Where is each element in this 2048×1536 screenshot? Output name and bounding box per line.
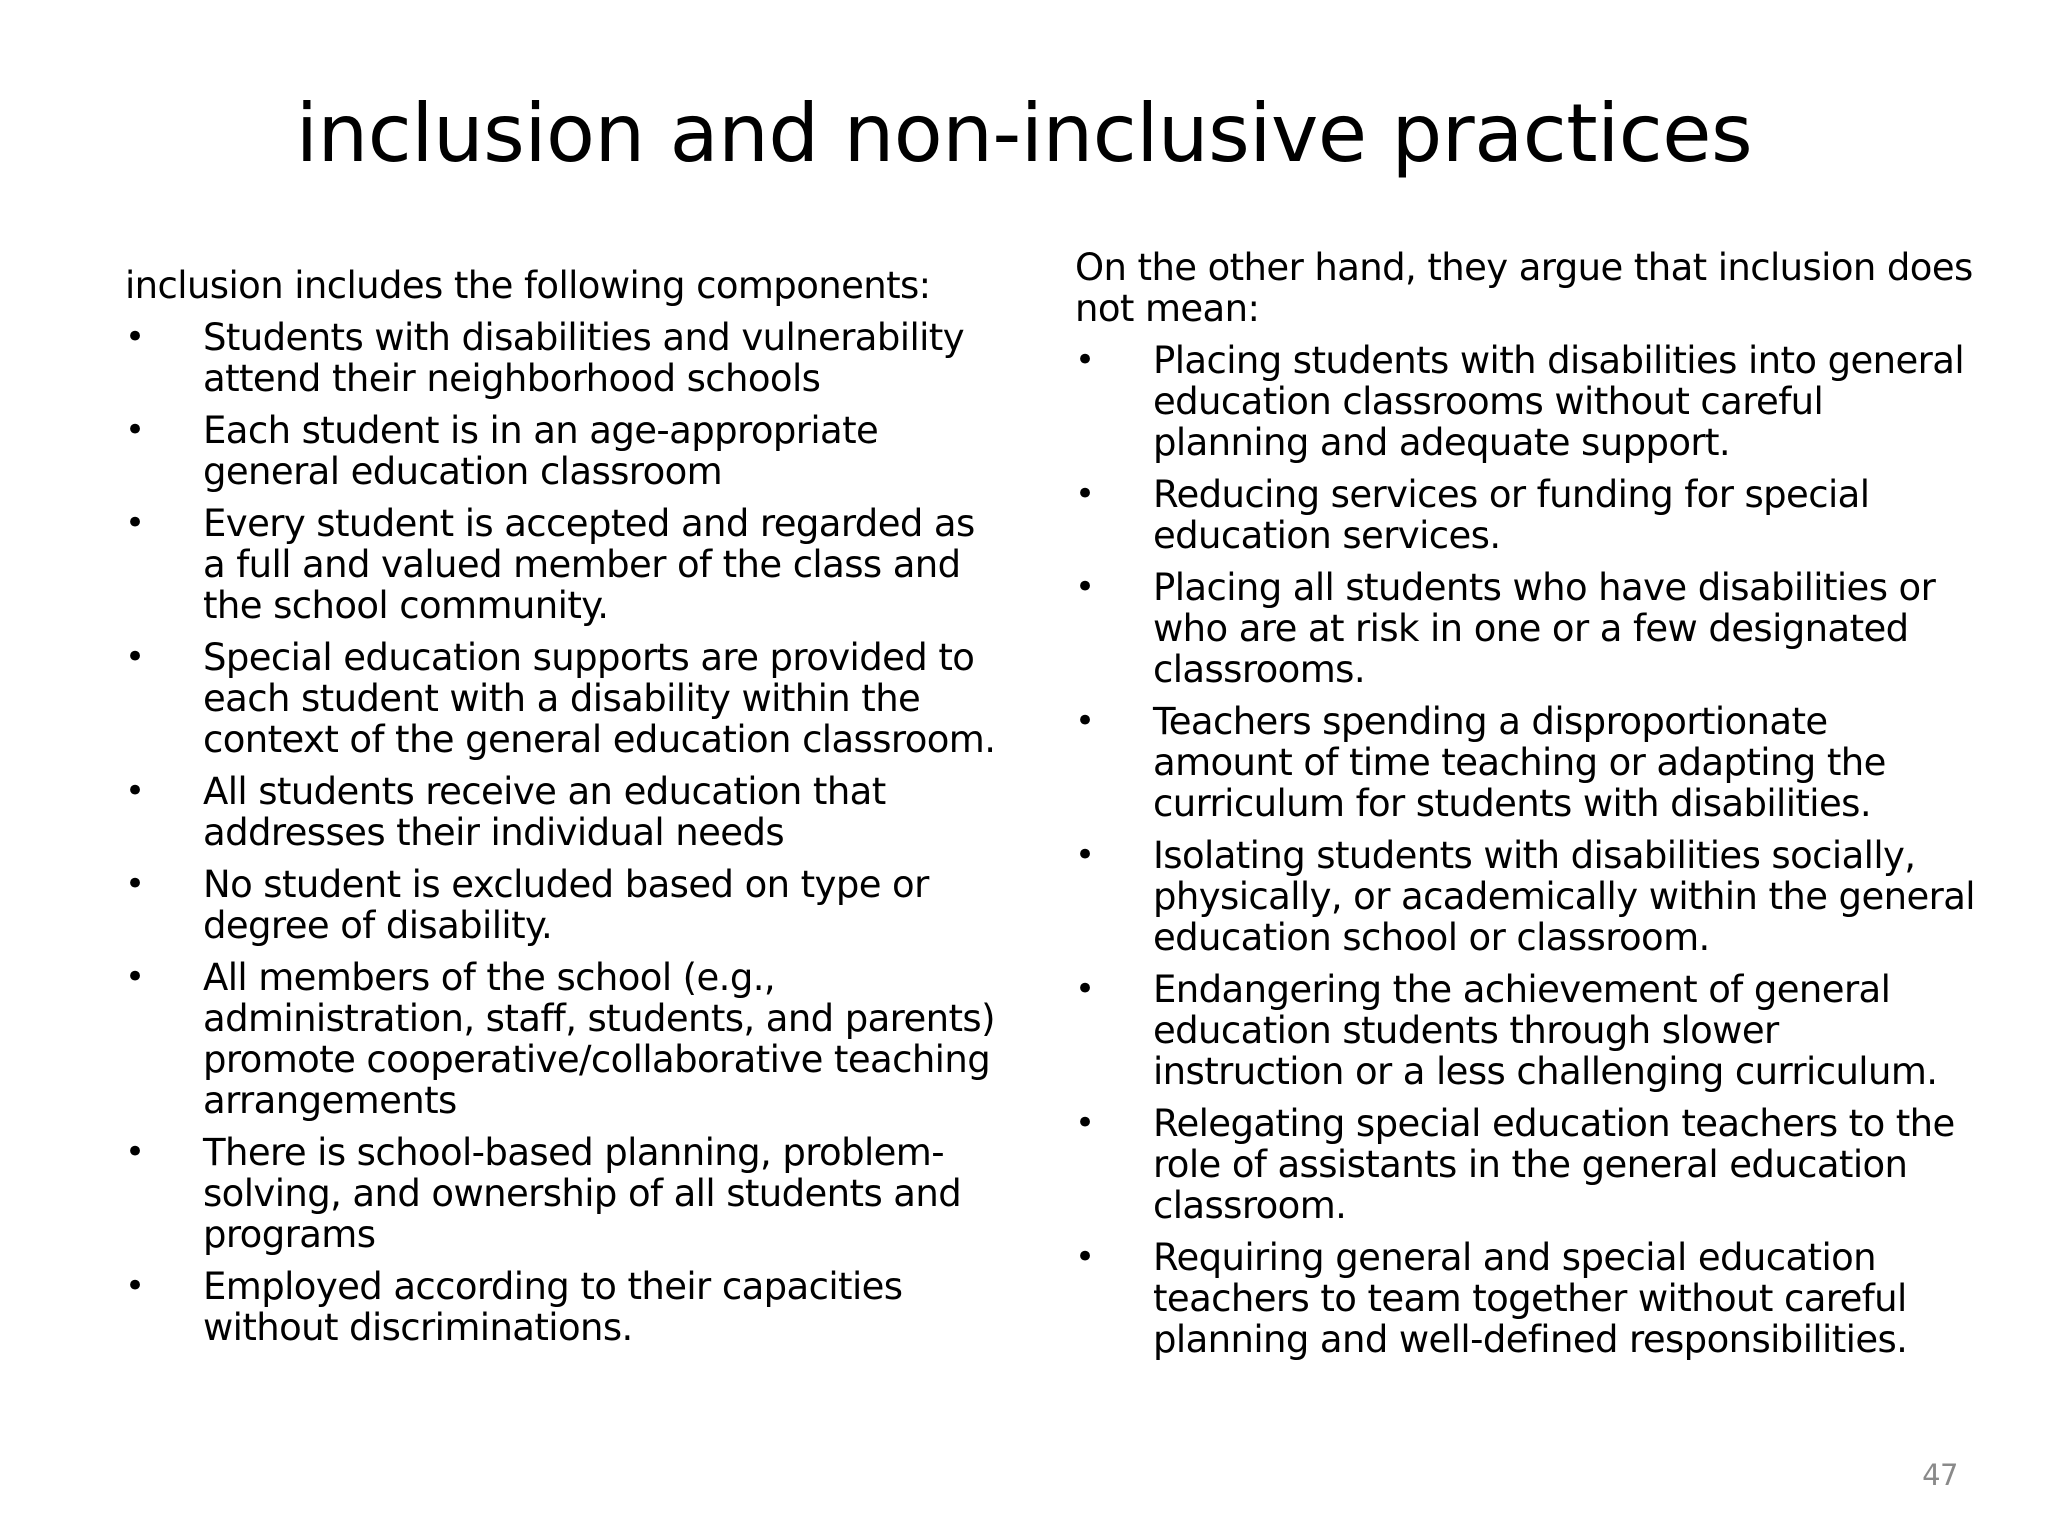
list-item-text: There is school-based planning, problem-solving, and ownership of all students and programs [203,1131,962,1256]
page-number: 47 [1922,1458,1958,1492]
list-item [1075,835,1975,958]
list-item-text: Placing students with disabilities into general education classrooms without careful planning and adequate support. [1153,339,1965,464]
bullet-icon: • [1075,340,1095,380]
list-item-text: Isolating students with disabilities socially, physically, or academically within the general education school or classroom. [1153,834,1975,959]
list-item [125,317,1005,399]
list-item-text: Relegating special education teachers to the role of assistants in the general education classroom. [1153,1102,1955,1227]
bullet-icon: • [125,864,145,904]
slide-title: inclusion and non-inclusive practices [295,87,1753,180]
bullet-icon: • [1075,567,1095,607]
list-item-text: All members of the school (e.g., administration, staff, students, and parents) promote cooperative/collaborative teaching arrangements [203,956,995,1122]
left-column-intro: inclusion includes the following components: [125,264,931,307]
list-item [125,864,1005,946]
list-item [1075,1103,1975,1226]
bullet-icon: • [125,503,145,543]
bullet-icon: • [125,637,145,677]
list-item [1075,340,1975,463]
right-column-intro: On the other hand, they argue that inclusion does not mean: [1075,246,1973,330]
bullet-icon: • [1075,701,1095,741]
list-item [125,410,1005,492]
right-bullet-list [1075,340,1975,1360]
list-item [125,771,1005,853]
bullet-icon: • [125,1266,145,1306]
list-item [125,1266,1005,1348]
list-item [1075,1237,1975,1360]
list-item [125,1132,1005,1255]
list-item [125,637,1005,760]
list-item-text: Employed according to their capacities without discriminations. [203,1265,903,1349]
right-column [1075,247,1975,1371]
list-item-text: Students with disabilities and vulnerability attend their neighborhood schools [203,316,965,400]
list-item-text: Placing all students who have disabilities or who are at risk in one or a few designated classrooms. [1153,566,1936,691]
list-item-text: Endangering the achievement of general education students through slower instruction or a less challenging curriculum. [1153,968,1938,1093]
list-item [1075,474,1975,556]
left-bullet-list [125,317,1005,1348]
list-item-text: All students receive an education that addresses their individual needs [203,770,886,854]
left-column [125,265,1005,1359]
bullet-icon: • [125,317,145,357]
list-item-text: Special education supports are provided to each student with a disability within the context of the general education classroom. [203,636,996,761]
bullet-icon: • [125,410,145,450]
bullet-icon: • [1075,474,1095,514]
list-item [1075,567,1975,690]
bullet-icon: • [125,771,145,811]
bullet-icon: • [1075,969,1095,1009]
bullet-icon: • [1075,1103,1095,1143]
list-item [1075,969,1975,1092]
bullet-icon: • [1075,835,1095,875]
bullet-icon: • [125,1132,145,1172]
list-item-text: Every student is accepted and regarded as a full and valued member of the class and the school community. [203,502,975,627]
list-item-text: Requiring general and special education teachers to team together without careful planning and well-defined responsibilities. [1153,1236,1908,1361]
list-item [1075,701,1975,824]
list-item-text: Each student is in an age-appropriate general education classroom [203,409,879,493]
list-item-text: Teachers spending a disproportionate amount of time teaching or adapting the curriculum for students with disabilities. [1153,700,1886,825]
list-item-text: Reducing services or funding for special education services. [1153,473,1870,557]
list-item [125,503,1005,626]
bullet-icon: • [1075,1237,1095,1277]
list-item [125,957,1005,1121]
bullet-icon: • [125,957,145,997]
list-item-text: No student is excluded based on type or degree of disability. [203,863,929,947]
